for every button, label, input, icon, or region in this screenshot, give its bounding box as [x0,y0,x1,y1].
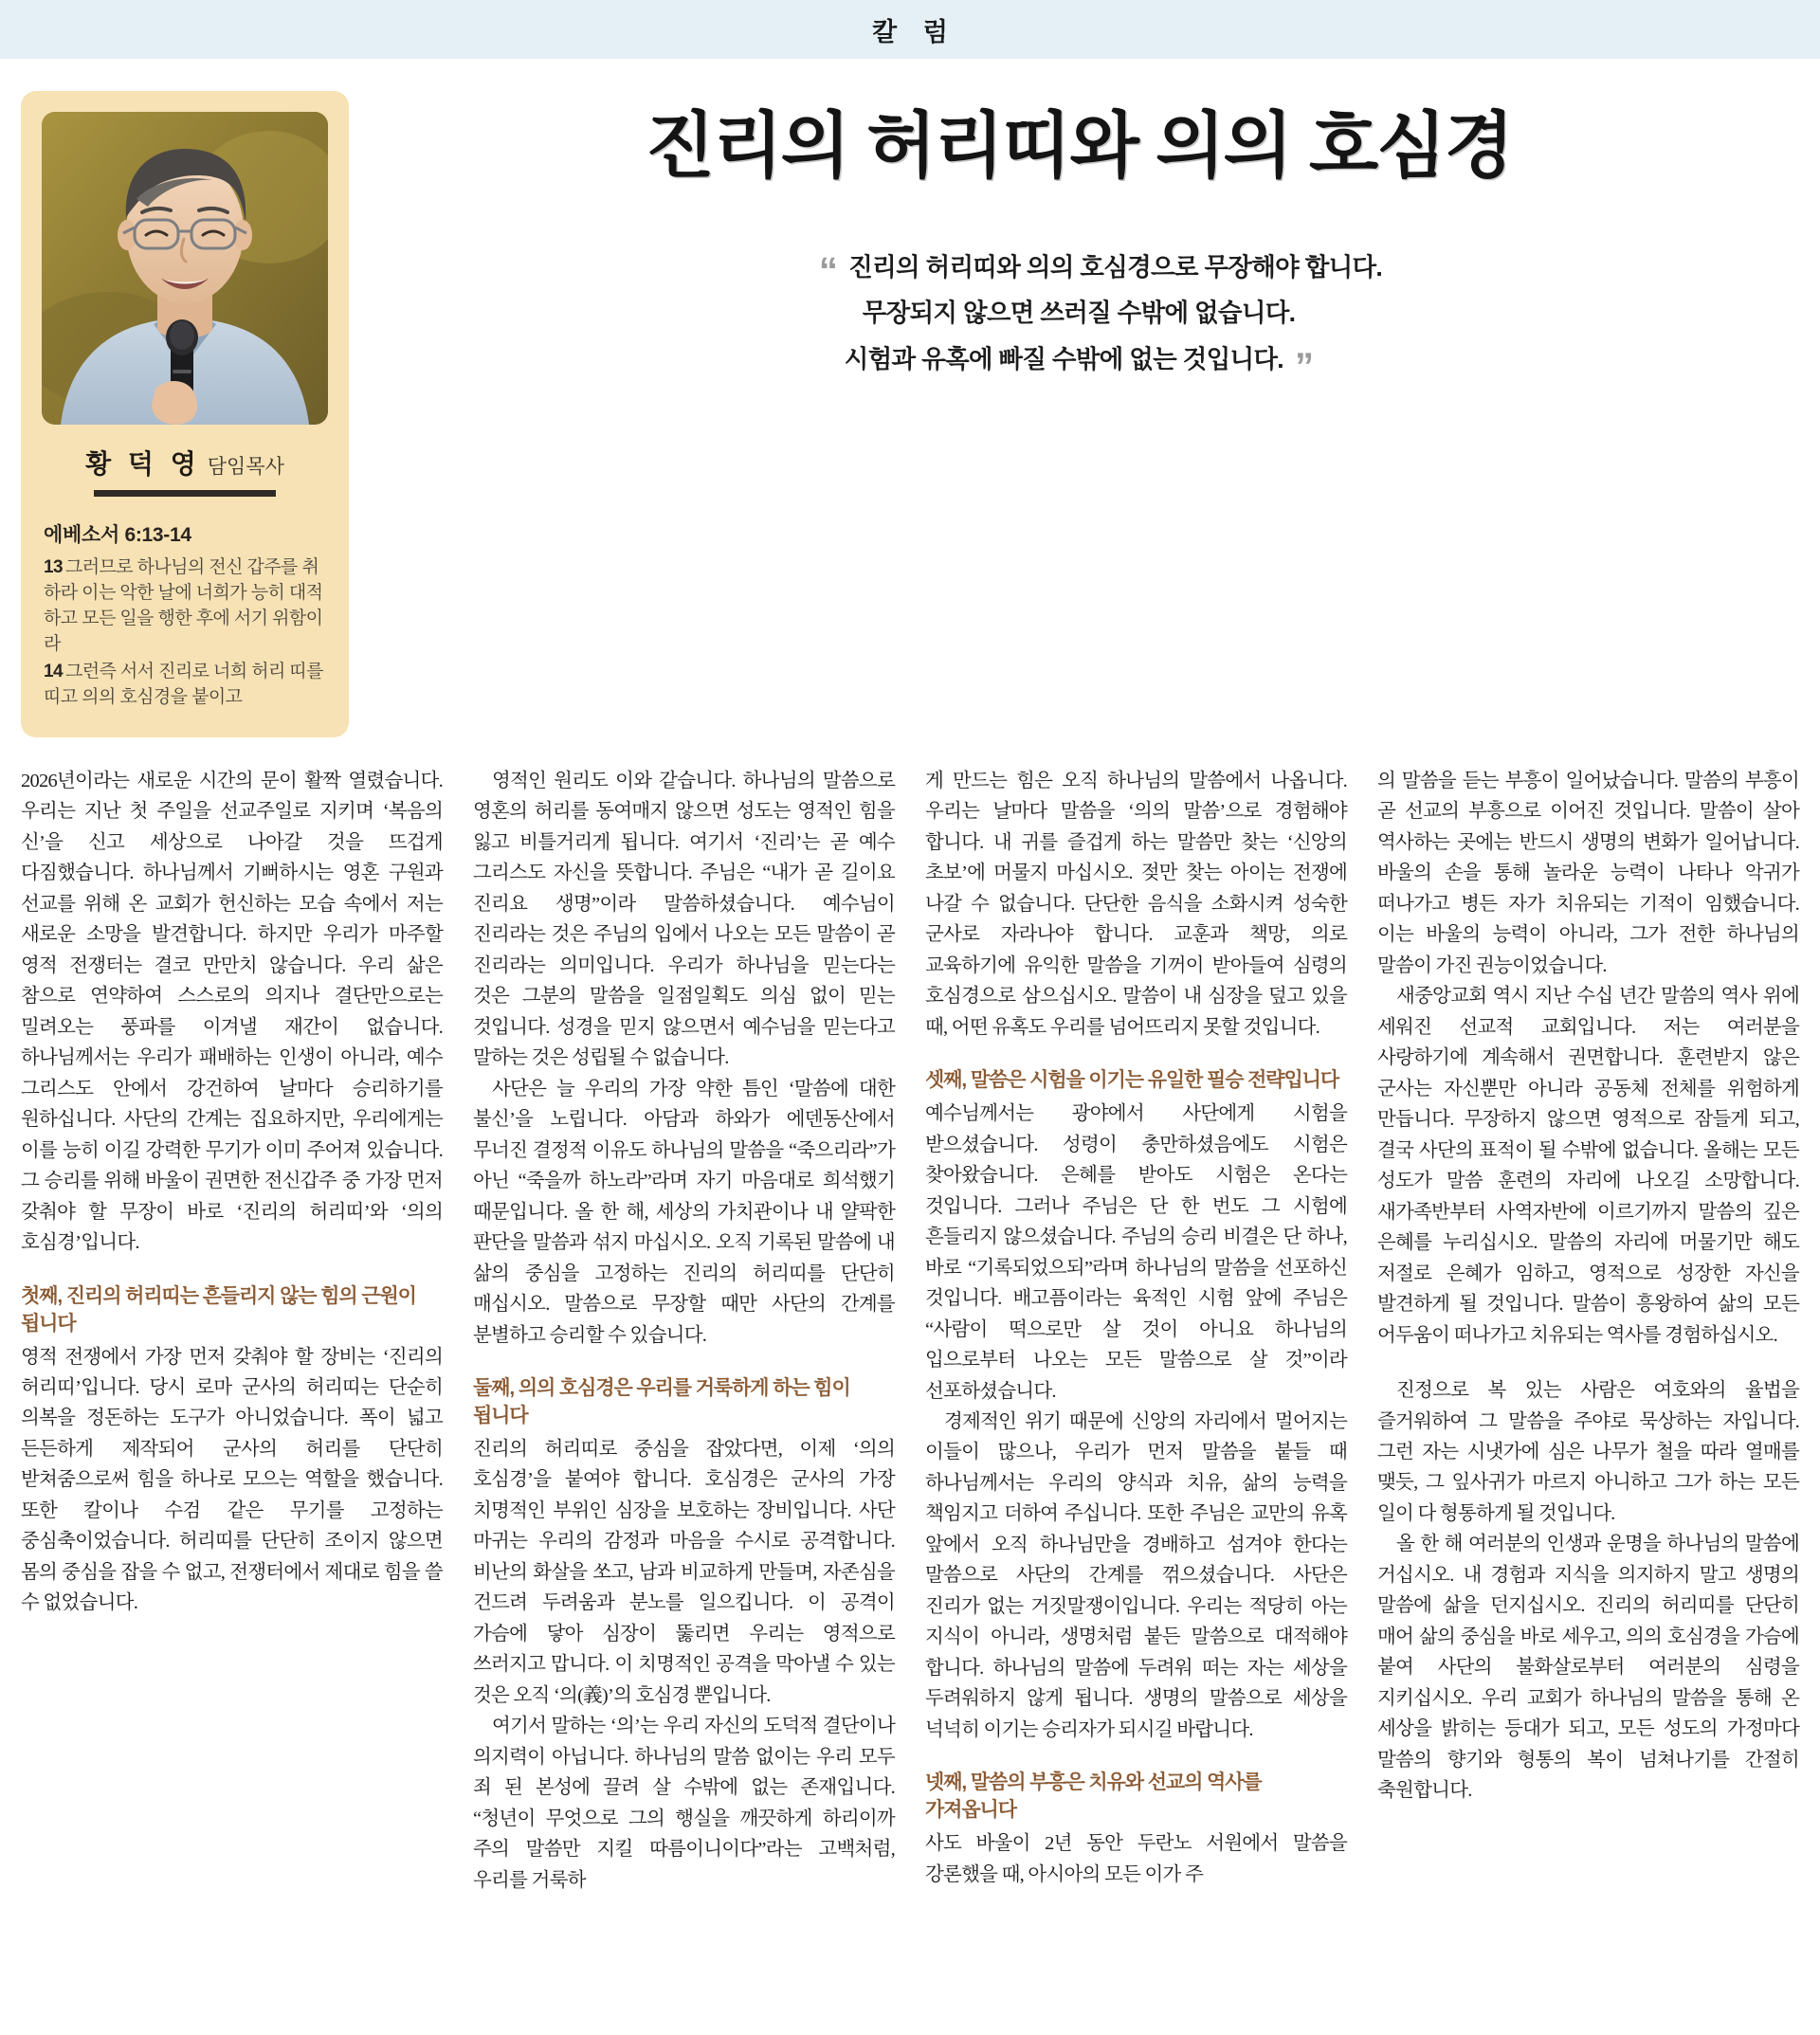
article-paragraph: 2026년이라는 새로운 시간의 문이 활짝 열렸습니다. 우리는 지난 첫 주일을 선교주일로 지키며 ‘복음의 신’을 신고 세상으로 나아갈 것을 뜨겁게 다짐했습니다. 하나님께서 기뻐하시는 영혼 구원과 선교를 위해 온 교회가 헌신하는 모습 속에서 저는 새로운 소망을 발견합니다. 하지만 우리가 마주할 영적 전쟁터는 결코 만만치 않습니다. 우리 삶은 참으로 연약하여 스스로의 의지나 결단만으로는 밀려오는 풍파를 이겨낼 재간이 없습니다. 하나님께서는 우리가 패배하는 인생이 아니라, 예수 그리스도 안에서 강건하여 날마다 승리하기를 원하십니다. 사단의 간계는 집요하지만, 우리에게는 이를 능히 이길 강력한 무기가 이미 주어져 있습니다. 그 승리를 위해 바울이 권면한 전신갑주 중 가장 먼저 갖춰야 할 무장이 바로 ‘진리의 허리띠’와 ‘의의 호심경’입니다. [21,770,443,1254]
article-columns [21,766,1799,1920]
pull-quote-line [415,290,1742,336]
article-column [1377,766,1799,1896]
article-paragraph: 사단은 늘 우리의 가장 약한 틈인 ‘말씀에 대한 불신’을 노립니다. 아담과 하와가 에덴동산에서 무너진 결정적 이유도 하나님의 말씀을 “죽으리라”가 아닌 “죽을까 하노라”라며 자기 마음대로 희석했기 때문입니다. 올 한 해, 세상의 가치관이나 내 얄팍한 판단을 말씀과 섞지 마십시오. 오직 기록된 말씀에 내 삶의 중심을 고정하는 진리의 허리띠를 단단히 매십시오. 말씀으로 무장할 때만 사단의 간계를 분별하고 승리할 수 있습니다. [473,1078,895,1346]
byline-rule [94,490,276,497]
article-paragraph: 진리의 허리띠로 중심을 잡았다면, 이제 ‘의의 호심경’을 붙여야 합니다. 호심경은 군사의 가장 치명적인 부위인 심장을 보호하는 장비입니다. 사단 마귀는 우리의 감정과 마음을 수시로 공격합니다. 비난의 화살을 쏘고, 남과 비교하게 만들며, 자존심을 건드려 두려움과 분노를 일으킵니다. 이 공격이 가슴에 닿아 심장이 뚫리면 우리는 영적으로 쓰러지고 맙니다. 이 치명적인 공격을 막아낼 수 있는 것은 오직 ‘의(義)’의 호심경 뿐입니다. [473,1438,895,1706]
quote-close-icon: ” [1294,345,1314,388]
scripture-verse [44,660,326,711]
section-subheading: 둘째, 의의 호심경은 우리를 거룩하게 하는 힘이 됩니다 [473,1377,850,1426]
pull-quote [377,245,1780,388]
portrait-illustration [42,112,328,425]
article-paragraph: 의 말씀을 듣는 부흥이 일어났습니다. 말씀의 부흥이 곧 선교의 부흥으로 이어진 것입니다. 말씀이 살아 역사하는 곳에는 반드시 생명의 변화가 일어납니다. 바울의 손을 통해 놀라운 능력이 나타나 악귀가 떠나가고 병든 자가 치유되는 기적이 임했습니다. 이는 바울의 능력이 아니라, 그가 전한 하나님의 말씀이 가진 권능이었습니다. [1377,770,1799,976]
section-subheading: 셋째, 말씀은 시험을 이기는 유일한 필승 전략입니다 [925,1069,1339,1092]
article-column [21,766,443,1896]
article-paragraph: 경제적인 위기 때문에 신앙의 자리에서 멀어지는 이들이 많으나, 우리가 먼저 말씀을 붙들 때 하나님께서는 우리의 양식과 치유, 삶의 능력을 책임지고 더하여 주십니다. 또한 주님은 교만의 유혹 앞에서 오직 하나님만을 경배하고 섬겨야 한다는 말씀으로 사단의 간계를 꺾으셨습니다. 사단은 진리가 없는 거짓말쟁이입니다. 우리는 적당히 아는 지식이 아니라, 생명처럼 붙든 말씀으로 대적해야 합니다. 하나님의 말씀에 두려워 떠는 자는 세상을 두려워하지 않게 됩니다. 생명의 말씀으로 세상을 넉넉히 이기는 승리자가 되시길 바랍니다. [925,1410,1347,1740]
article-column [925,766,1347,1896]
scripture-verse [44,555,326,658]
pull-quote-line [415,336,1742,388]
scripture-reference: 에베소서 6:13-14 [44,524,191,546]
author-name: 황 덕 영 [85,449,201,479]
article-paragraph: 영적인 원리도 이와 같습니다. 하나님의 말씀으로 영혼의 허리를 동여매지 않으면 성도는 영적인 힘을 잃고 비틀거리게 됩니다. 여기서 ‘진리’는 곧 예수 그리스도 자신을 뜻합니다. 주님은 “내가 곧 길이요 진리요 생명”이라 말씀하셨습니다. 예수님이 진리라는 것은 주님의 입에서 나오는 모든 말씀이 곧 진리라는 의미입니다. 우리가 하나님을 믿는다는 것은 그분의 말씀을 일점일획도 의심 없이 믿는 것입니다. 성경을 믿지 않으면서 예수님을 믿는다고 말하는 것은 성립될 수 없습니다. [473,770,895,1069]
pull-quote-text: 진리의 허리띠와 의의 호심경으로 무장해야 합니다. [848,253,1383,282]
article-column [473,766,895,1896]
page-body [0,59,1820,1920]
masthead-bar [0,0,1820,59]
author-photo [42,112,328,425]
article-paragraph: 여기서 말하는 ‘의’는 우리 자신의 도덕적 결단이나 의지력이 아닙니다. 하나님의 말씀 없이는 우리 모두 죄 된 본성에 끌려 살 수밖에 없는 존재입니다. “청년이 무엇으로 그의 행실을 깨끗하게 하리이까 주의 말씀만 지킬 따름이니이다”라는 고백처럼, 우리를 거룩하 [473,1716,895,1891]
article-paragraph: 새중앙교회 역시 지난 수십 년간 말씀의 역사 위에 세워진 선교적 교회입니다. 저는 여러분을 사랑하기에 계속해서 권면합니다. 훈련받지 않은 군사는 자신뿐만 아니라 공동체 전체를 위험하게 만듭니다. 무장하지 않으면 영적으로 잠들게 되고, 결국 사단의 표적이 될 수밖에 없습니다. 올해는 모든 성도가 말씀 훈련의 자리에 나오길 소망합니다. 새가족반부터 사역자반에 이르기까지 말씀의 깊은 은혜를 누리십시오. 말씀의 자리에 머물기만 해도 저절로 은혜가 임하고, 영적으로 성장한 자신을 발견하게 될 것입니다. 말씀이 흥왕하여 삶의 모든 어두움이 떠나가고 치유되는 역사를 경험하십시오. [1377,986,1799,1346]
article-paragraph: 예수님께서는 광야에서 사단에게 시험을 받으셨습니다. 성령이 충만하셨음에도 시험은 찾아왔습니다. 은혜를 받아도 시험은 온다는 것입니다. 그러나 주님은 단 한 번도 그 시험에 흔들리지 않으셨습니다. 주님의 승리 비결은 단 하나, 바로 “기록되었으되”라며 하나님의 말씀을 선포하신 것입니다. 배고픔이라는 육적인 시험 앞에 주님은 “사람이 떡으로만 살 것이 아니요 하나님의 입으로부터 나오는 모든 말씀으로 살 것”이라 선포하셨습니다. [925,1103,1347,1402]
article-paragraph: 게 만드는 힘은 오직 하나님의 말씀에서 나옵니다. 우리는 날마다 말씀을 ‘의의 말씀’으로 경험해야 합니다. 내 귀를 즐겁게 하는 말씀만 찾는 ‘신앙의 초보’에 머물지 마십시오. 젖만 찾는 아이는 전쟁에 나갈 수 없습니다. 단단한 음식을 소화시켜 성숙한 군사로 자라나야 합니다. 교훈과 책망, 의로 교육하기에 유익한 말씀을 기꺼이 받아들여 심령의 호심경으로 삼으십시오. 말씀이 내 심장을 덮고 있을 때, 어떤 유혹도 우리를 넘어뜨리지 못할 것입니다. [925,770,1347,1038]
article-paragraph: 올 한 해 여러분의 인생과 운명을 하나님의 말씀에 거십시오. 내 경험과 지식을 의지하지 말고 생명의 말씀에 삶을 던지십시오. 진리의 허리띠를 단단히 매어 삶의 중심을 바로 세우고, 의의 호심경을 가슴에 붙여 사단의 불화살로부터 여러분의 심령을 지키십시오. 우리 교회가 하나님의 말씀을 통해 온 세상을 밝히는 등대가 되고, 모든 성도의 가정마다 말씀의 향기와 형통의 복이 넘쳐나기를 간절히 축원합니다. [1377,1534,1799,1802]
verse-text: 그러므로 하나님의 전신 갑주를 취하라 이는 악한 날에 너희가 능히 대적하고 모든 일을 행한 후에 서기 위함이라 [44,557,323,654]
quote-open-icon: “ [818,250,838,293]
verse-number: 13 [44,557,63,577]
pull-quote-text: 무장되지 않으면 쓰러질 수밖에 없습니다. [862,299,1296,328]
section-subheading: 첫째, 진리의 허리띠는 흔들리지 않는 힘의 근원이 됩니다 [21,1284,416,1335]
verse-text: 그런즉 서서 진리로 너희 허리 띠를 띠고 의의 호심경을 붙이고 [44,661,323,707]
masthead-title: 칼 럼 [872,17,957,46]
scripture-box [42,519,328,711]
verse-number: 14 [44,661,63,681]
section-subheading: 넷째, 말씀의 부흥은 치유와 선교의 역사를 가져옵니다 [925,1772,1262,1822]
author-byline [42,444,328,481]
pull-quote-text: 시험과 유혹에 빠질 수밖에 없는 것입니다. [844,344,1283,373]
article-paragraph: 진정으로 복 있는 사람은 여호와의 율법을 즐거워하여 그 말씀을 주야로 묵상하는 자입니다. 그런 자는 시냇가에 심은 나무가 철을 따라 열매를 맺듯, 그 잎사귀가 마르지 아니하고 그가 하는 모든 일이 다 형통하게 될 것입니다. [1377,1380,1799,1524]
headline-block [377,91,1799,388]
article-paragraph: 영적 전쟁에서 가장 먼저 갖춰야 할 장비는 ‘진리의 허리띠’입니다. 당시 로마 군사의 허리띠는 단순히 의복을 정돈하는 도구가 아니었습니다. 폭이 넓고 든든하게 제작되어 군사의 허리를 단단히 받쳐줌으로써 힘을 하나로 모으는 역할을 했습니다. 또한 칼이나 수검 같은 무기를 고정하는 중심축이었습니다. 허리띠를 단단히 조이지 않으면 몸의 중심을 잡을 수 없고, 전쟁터에서 제대로 힘을 쓸 수 없었습니다. [21,1346,443,1614]
article-paragraph: 사도 바울이 2년 동안 두란노 서원에서 말씀을 강론했을 때, 아시아의 모든 이가 주 [925,1833,1347,1885]
author-card [21,91,349,737]
author-role: 담임목사 [207,456,284,478]
page-title: 진리의 허리띠와 의의 호심경 [645,106,1513,187]
top-area [21,59,1799,737]
pull-quote-line [415,245,1742,293]
